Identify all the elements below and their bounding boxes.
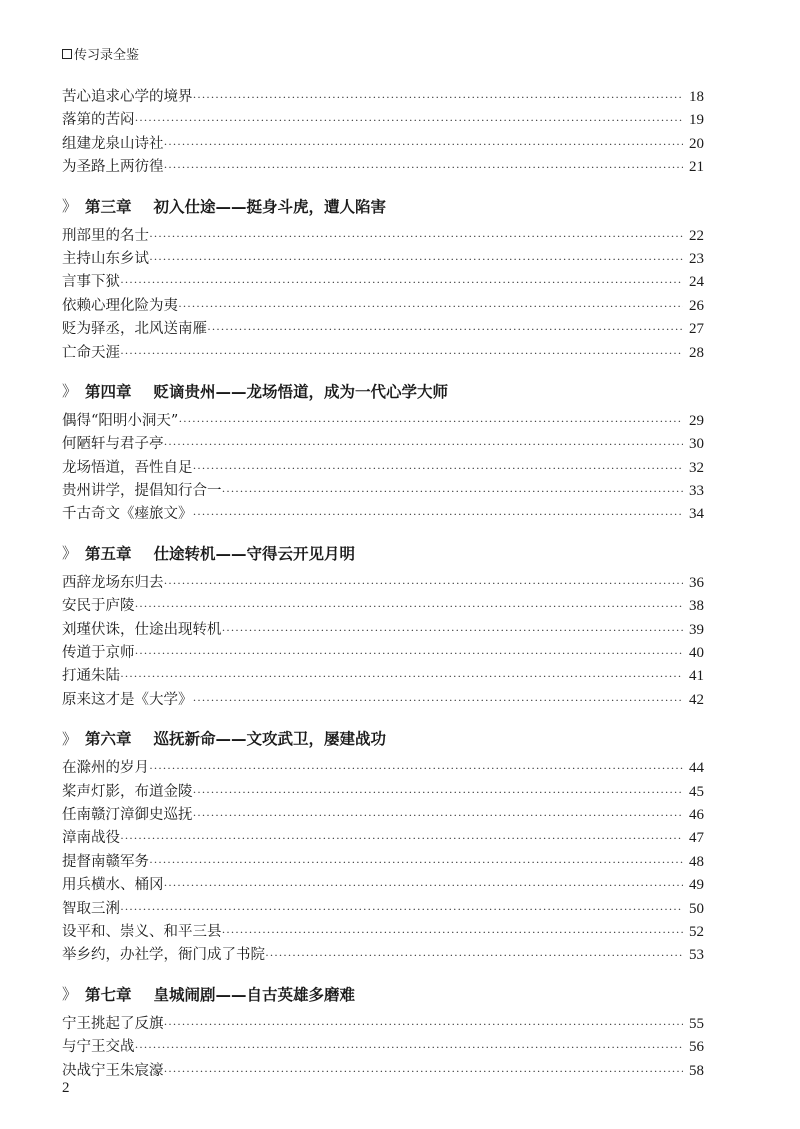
toc-entry-page: 38 [689,598,704,615]
dot-leader [135,1036,684,1059]
square-box-icon [62,49,72,59]
toc-entry-title: 言事下狱 [62,274,120,291]
toc-entry-title: 偶得“阳明小洞天” [62,412,179,429]
toc-entry-page: 44 [689,760,704,777]
toc-entry[interactable] [62,133,717,156]
dot-leader [265,944,683,967]
toc-entry-page: 29 [689,412,704,429]
toc-entry-page: 32 [689,459,704,476]
chapter-title: 初入仕途——挺身斗虎，遭人陷害 [153,197,387,216]
toc-entry[interactable] [62,410,717,433]
toc-entry-title: 设平和、崇义、和平三县 [62,923,222,940]
toc-entry-title: 刘瑾伏诛，仕途出现转机 [62,621,222,638]
toc-entry[interactable] [62,1036,717,1059]
dot-leader [149,225,683,248]
toc-entry-page: 34 [689,506,704,523]
toc-entry-title: 决战宁王朱宸濠 [62,1062,164,1079]
toc-entry-page: 23 [689,250,704,267]
toc-entry-title: 举乡约，办社学，衙门成了书院 [62,947,265,964]
chevron-right-icon: 》 [62,382,78,401]
dot-leader [164,874,684,897]
toc-entry-page: 27 [689,321,704,338]
toc-entry[interactable] [62,921,717,944]
toc-entry[interactable] [62,248,717,271]
dot-leader [149,851,683,874]
dot-leader [207,318,683,341]
toc-entry[interactable] [62,342,717,365]
dot-leader [193,457,684,480]
dot-leader [164,1013,684,1036]
toc-entry-title: 落第的苦闷 [62,112,135,129]
table-of-contents [62,86,717,1083]
page-number: 2 [62,1080,70,1096]
toc-entry-title: 贬为驿丞，北风送南雁 [62,321,207,338]
dot-leader [149,248,683,271]
toc-entry-page: 33 [689,483,704,500]
toc-entry-page: 45 [689,783,704,800]
toc-entry[interactable] [62,1013,717,1036]
toc-entry[interactable] [62,433,717,456]
toc-entry[interactable] [62,318,717,341]
toc-entry-page: 30 [689,436,704,453]
dot-leader [222,619,684,642]
toc-entry[interactable] [62,619,717,642]
toc-entry-title: 为圣路上两彷徨 [62,159,164,176]
toc-entry-page: 26 [689,297,704,314]
toc-entry-page: 41 [689,668,704,685]
toc-entry[interactable] [62,225,717,248]
toc-entry-title: 提督南赣军务 [62,853,149,870]
toc-entry[interactable] [62,874,717,897]
toc-entry-page: 42 [689,691,704,708]
toc-entry[interactable] [62,944,717,967]
toc-entry-title: 桨声灯影，布道金陵 [62,783,193,800]
toc-entry-title: 组建龙泉山诗社 [62,135,164,152]
chapter-number: 第五章 [85,544,132,563]
toc-entry-title: 刑部里的名士 [62,227,149,244]
toc-entry[interactable] [62,109,717,132]
dot-leader [193,689,684,712]
toc-entry-title: 何陋轩与君子亭 [62,436,164,453]
dot-leader [135,109,684,132]
toc-entry-page: 28 [689,344,704,361]
chapter-heading[interactable] [62,540,717,566]
dot-leader [164,572,684,595]
toc-entry[interactable] [62,480,717,503]
toc-entry-page: 39 [689,621,704,638]
chapter-title: 仕途转机——守得云开见月明 [153,544,356,563]
dot-leader [164,156,684,179]
chapter-title: 贬谪贵州——龙场悟道，成为一代心学大师 [153,382,449,401]
chevron-right-icon: 》 [62,197,78,216]
dot-leader [149,757,683,780]
toc-entry-page: 53 [689,947,704,964]
toc-entry[interactable] [62,898,717,921]
dot-leader [120,271,683,294]
dot-leader [178,295,683,318]
toc-entry-title: 亡命天涯 [62,344,120,361]
chevron-right-icon: 》 [62,544,78,563]
toc-entry[interactable] [62,1060,717,1083]
toc-entry-title: 苦心追求心学的境界 [62,89,193,105]
toc-entry-page: 58 [689,1062,704,1079]
dot-leader [164,1060,684,1083]
toc-entry-title: 与宁王交战 [62,1039,135,1056]
dot-leader [193,781,684,804]
toc-entry-page: 36 [689,574,704,591]
toc-entry[interactable] [62,781,717,804]
chevron-right-icon: 》 [62,729,78,748]
toc-entry-title: 在滁州的岁月 [62,760,149,777]
toc-entry-title: 用兵横水、桶冈 [62,877,164,894]
toc-entry-page: 50 [689,900,704,917]
toc-entry[interactable] [62,572,717,595]
chapter-number: 第四章 [85,382,132,401]
toc-entry[interactable] [62,757,717,780]
chapter-heading[interactable] [62,725,717,751]
toc-entry-page: 49 [689,877,704,894]
dot-leader [193,804,684,827]
toc-entry-title: 贵州讲学，提倡知行合一 [62,483,222,500]
toc-entry-page: 21 [689,159,704,176]
toc-entry-page: 47 [689,830,704,847]
toc-entry-page: 52 [689,923,704,940]
toc-entry[interactable] [62,156,717,179]
toc-entry-title: 宁王挑起了反旗 [62,1015,164,1032]
dot-leader [178,410,683,433]
toc-entry-title: 传道于京师 [62,645,135,662]
chapter-heading[interactable] [62,193,717,219]
chapter-number: 第三章 [85,197,132,216]
dot-leader [222,480,684,503]
chapter-number: 第六章 [85,730,132,749]
toc-entry[interactable] [62,689,717,712]
toc-entry-title: 龙场悟道，吾性自足 [62,459,193,476]
dot-leader [120,665,683,688]
dot-leader [222,921,684,944]
toc-entry[interactable] [62,827,717,850]
chevron-right-icon: 》 [62,985,78,1004]
toc-entry-title: 主持山东乡试 [62,250,149,267]
toc-entry[interactable] [62,503,717,526]
toc-entry-page: 48 [689,853,704,870]
toc-entry-page: 40 [689,645,704,662]
dot-leader [120,898,683,921]
dot-leader [120,342,683,365]
chapter-heading[interactable] [62,378,717,404]
toc-entry[interactable] [62,595,717,618]
toc-entry-page: 55 [689,1015,704,1032]
toc-entry-title: 安民于庐陵 [62,598,135,615]
chapter-title: 皇城闹剧——自古英雄多磨难 [153,985,356,1004]
toc-entry-title: 千古奇文《瘗旅文》 [62,506,193,523]
toc-entry-page: 20 [689,135,704,152]
chapter-number: 第七章 [85,985,132,1004]
toc-entry-title: 智取三浰 [62,900,120,917]
dot-leader [164,433,684,456]
book-title: 传习录全鉴 [74,48,140,63]
toc-entry[interactable] [62,642,717,665]
toc-entry-title: 漳南战役 [62,830,120,847]
dot-leader [120,827,683,850]
dot-leader [164,133,684,156]
toc-entry-page: 19 [689,112,704,129]
toc-entry-page: 24 [689,274,704,291]
dot-leader [135,595,684,618]
dot-leader [135,642,684,665]
chapter-heading[interactable] [62,981,717,1007]
running-header [62,44,139,63]
toc-entry[interactable] [62,851,717,874]
toc-entry-page: 18 [689,89,704,105]
toc-entry-page: 56 [689,1039,704,1056]
toc-entry-title: 依赖心理化险为夷 [62,297,178,314]
dot-leader [193,86,684,109]
toc-entry-title: 原来这才是《大学》 [62,691,193,708]
toc-entry-page: 46 [689,806,704,823]
toc-entry-title: 打通朱陆 [62,668,120,685]
dot-leader [193,503,684,526]
toc-entry[interactable] [62,295,717,318]
toc-entry[interactable] [62,86,717,109]
toc-entry[interactable] [62,271,717,294]
toc-entry-title: 任南赣汀漳御史巡抚 [62,806,193,823]
toc-entry-title: 西辞龙场东归去 [62,574,164,591]
toc-entry[interactable] [62,804,717,827]
toc-entry-page: 22 [689,227,704,244]
toc-entry[interactable] [62,457,717,480]
chapter-title: 巡抚新命——文攻武卫，屡建战功 [153,730,387,749]
toc-entry[interactable] [62,665,717,688]
